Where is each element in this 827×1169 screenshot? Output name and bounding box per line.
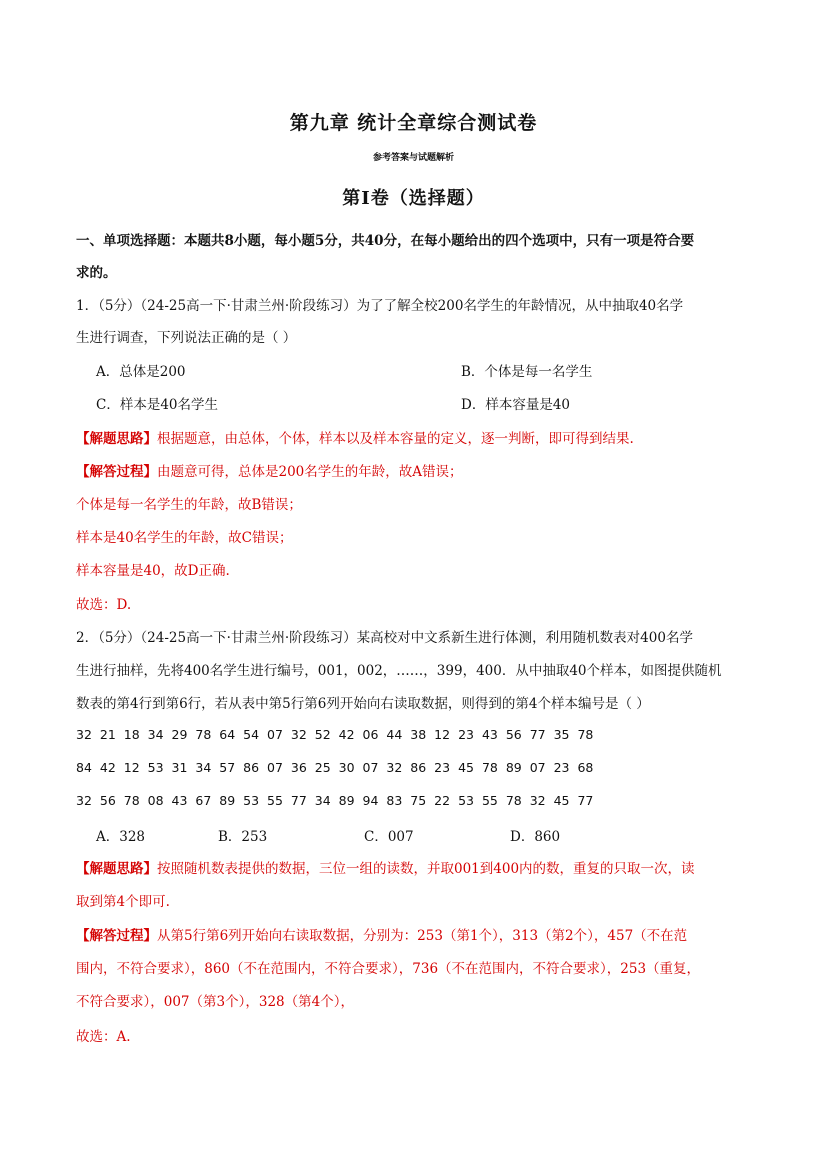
- q1-stem-line2: 生进行调查，下列说法正确的是（ ）: [76, 330, 297, 346]
- q2-process-text1: 从第5行第6列开始向右读取数据，分别为：253（第1个），313（第2个），457（不在范: [157, 928, 688, 944]
- q1-option-b: B．个体是每一名学生: [461, 364, 593, 380]
- q1-idea-label: 【解题思路】: [76, 431, 157, 447]
- volume-heading: 第I卷（选择题）: [342, 188, 485, 209]
- q2-stem-line2: 生进行抽样，先将400名学生进行编号，001，002，……，399，400．从中抽取40个样本，如图提供随机: [76, 663, 722, 679]
- q1-process-line1: [76, 460, 463, 480]
- q2-stem-line1: 2．（5分）（24-25高一下·甘肃兰州·阶段练习）某高校对中文系新生进行体测，利用随机数表对400名学: [76, 630, 693, 646]
- q1-stem-line1: 1．（5分）（24-25高一下·甘肃兰州·阶段练习）为了了解全校200名学生的年龄情况，从中抽取40名学: [76, 298, 684, 314]
- q1-answer: 故选：D.: [76, 597, 132, 613]
- q1-process-line2: 个体是每一名学生的年龄，故B错误；: [76, 497, 302, 513]
- q2-answer: 故选：A.: [76, 1029, 131, 1045]
- q2-option-a: A．328: [96, 829, 146, 845]
- q2-stem-line3: 数表的第4行到第6行，若从表中第5行第6列开始向右读取数据，则得到的第4个样本编号是（ ）: [76, 696, 650, 712]
- q2-idea-text1: 按照随机数表提供的数据，三位一组的读数，并取001到400内的数，重复的只取一次，读: [157, 861, 695, 877]
- q1-idea-text: 根据题意，由总体，个体，样本以及样本容量的定义，逐一判断，即可得到结果.: [157, 431, 634, 447]
- q1-options-row2: [96, 393, 571, 413]
- q1-option-a: A．总体是200: [96, 364, 186, 380]
- q2-option-c: C．007: [364, 829, 414, 845]
- q2-process-label: 【解答过程】: [76, 928, 157, 944]
- q2-option-d: D．860: [510, 829, 561, 845]
- q2-idea-label: 【解题思路】: [76, 861, 157, 877]
- random-table-row3: 32 56 78 08 43 67 89 53 55 77 34 89 94 83 75 22 53 55 78 32 45 77: [76, 793, 594, 808]
- q1-process-line4: 样本容量是40，故D正确.: [76, 563, 230, 579]
- q1-process-label: 【解答过程】: [76, 464, 157, 480]
- q1-option-c: C．样本是40名学生: [96, 397, 219, 413]
- q1-idea: [76, 427, 634, 447]
- q2-option-b: B．253: [218, 829, 268, 845]
- section-heading-line2: 求的。: [76, 265, 117, 281]
- q2-idea-line2: 取到第4个即可.: [76, 894, 170, 910]
- random-table-row2: 84 42 12 53 31 34 57 86 07 36 25 30 07 32 86 23 45 78 89 07 23 68: [76, 760, 594, 775]
- q1-option-d: D．样本容量是40: [461, 397, 571, 413]
- q2-idea-line1: [76, 857, 695, 877]
- q1-process-text1: 由题意可得，总体是200名学生的年龄，故A错误；: [157, 464, 463, 480]
- page-subtitle: 参考答案与试题解析: [372, 153, 454, 163]
- q1-process-line3: 样本是40名学生的年龄，故C错误；: [76, 530, 293, 546]
- q2-process-line2: 围内，不符合要求），860（不在范围内，不符合要求），736（不在范围内，不符合要求），253（重复，: [76, 961, 701, 977]
- page-title: 第九章 统计全章综合测试卷: [289, 112, 538, 134]
- section-heading-line1: 一、单项选择题：本题共8小题，每小题5分，共40分，在每小题给出的四个选项中，只有一项是符合要: [76, 233, 695, 249]
- q1-options-row1: [96, 360, 593, 380]
- q2-process-line1: [76, 924, 687, 944]
- q2-process-line3: 不符合要求），007（第3个），328（第4个），: [76, 994, 354, 1010]
- random-table-row1: 32 21 18 34 29 78 64 54 07 32 52 42 06 44 38 12 23 43 56 77 35 78: [76, 727, 594, 742]
